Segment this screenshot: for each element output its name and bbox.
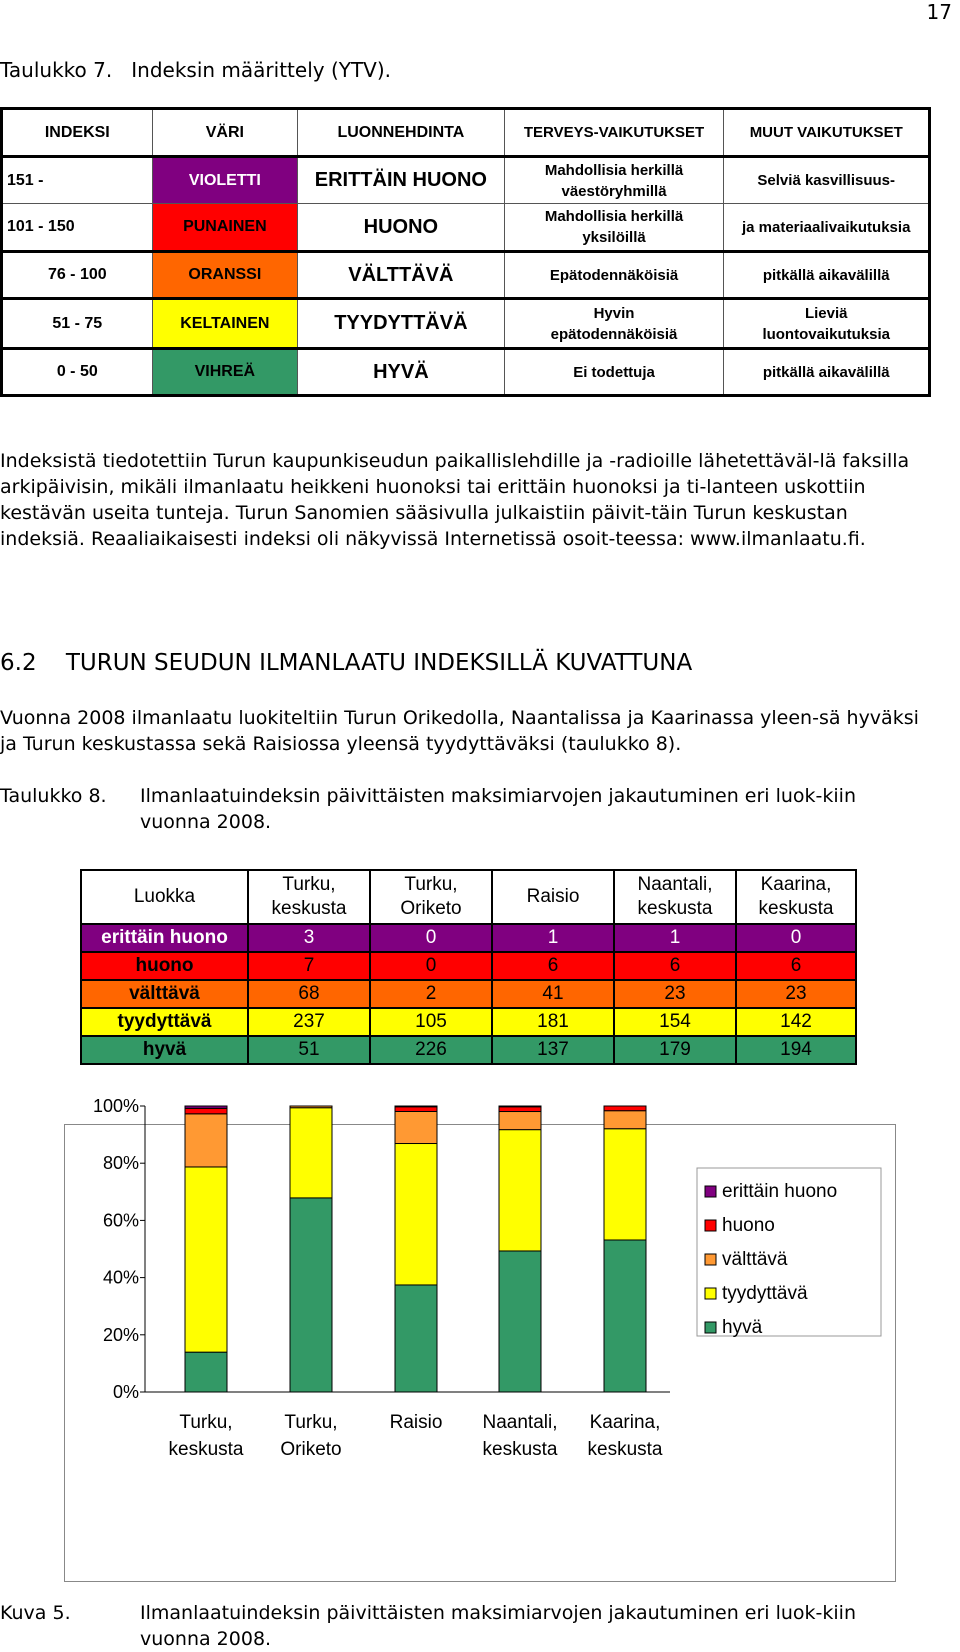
- other-effects: ja materiaalivaikutuksia: [724, 204, 930, 252]
- bar-segment-hyvä: [290, 1198, 332, 1392]
- class-label: välttävä: [81, 980, 248, 1008]
- table-cell: 6: [492, 952, 614, 980]
- legend-label: huono: [722, 1215, 775, 1236]
- legend-swatch: [705, 1254, 716, 1265]
- health-effects: Hyvin epätodennäköisiä: [504, 299, 724, 349]
- column-header-line: keskusta: [758, 898, 834, 919]
- y-tick-label: 40%: [102, 1267, 139, 1288]
- table-cell: 6: [736, 952, 856, 980]
- bar-segment-huono: [395, 1107, 437, 1112]
- table-cell: 154: [614, 1008, 736, 1036]
- color-name: PUNAINEN: [183, 218, 267, 235]
- bar-segment-hyvä: [395, 1285, 437, 1392]
- header-other: MUUT VAIKUTUKSET: [724, 109, 930, 157]
- x-tick-label: keskusta: [482, 1439, 558, 1460]
- legend-swatch: [705, 1288, 716, 1299]
- table-cell: 142: [736, 1008, 856, 1036]
- other-effects: Selviä kasvillisuus-: [724, 157, 930, 204]
- description-cell: VÄLTTÄVÄ: [298, 252, 505, 299]
- bar-segment-erittäin-huono: [185, 1106, 227, 1108]
- column-header-line: Oriketo: [400, 898, 462, 919]
- table-cell: 51: [248, 1036, 370, 1064]
- bar-segment-välttävä: [395, 1111, 437, 1143]
- index-range: 0 - 50: [2, 349, 153, 396]
- table-cell: 6: [614, 952, 736, 980]
- description-cell: HUONO: [298, 204, 505, 252]
- bar-segment-välttävä: [604, 1111, 646, 1129]
- bar-segment-hyvä: [604, 1240, 646, 1392]
- bar-segment-välttävä: [499, 1112, 541, 1130]
- table-cell: 0: [736, 924, 856, 952]
- health-effects: Mahdollisia herkillä väestöryhmillä: [504, 157, 724, 204]
- description-cell: HYVÄ: [298, 349, 505, 396]
- table-cell: 0: [370, 924, 492, 952]
- table-cell: 23: [614, 980, 736, 1008]
- table-cell: 179: [614, 1036, 736, 1064]
- table-cell: 105: [370, 1008, 492, 1036]
- bar-segment-tyydyttävä: [499, 1130, 541, 1251]
- x-tick-label: keskusta: [168, 1439, 244, 1460]
- legend-label: tyydyttävä: [722, 1283, 808, 1304]
- health-effects: Mahdollisia herkillä yksilöillä: [504, 204, 724, 252]
- index-range: 151 -: [2, 157, 153, 204]
- index-range: 101 - 150: [2, 204, 153, 252]
- table8-caption-label: Taulukko 8.: [0, 785, 107, 807]
- y-tick-label: 100%: [92, 1096, 139, 1116]
- figure-caption: [0, 1600, 930, 1652]
- x-tick-label: Oriketo: [280, 1439, 342, 1460]
- paragraph-index-info: Indeksistä tiedotettiin Turun kaupunkiseudun paikallislehdille ja -radioille lähetettäväl-lä faksilla arkipäivisin, mikäli ilmanlaatu heikkeni huonoksi tai erittäin huonoksi ja ti-lanteen uskottiin kestävän useita tunteja. Turun Sanomien sääsivulla julkaistiin päivit-täin Turun keskustan indeksiä. Reaaliaikaisesti indeksi oli näkyvissä Internetissä osoit-teessa: www.ilmanlaatu.fi.: [0, 450, 910, 550]
- table-cell: 3: [248, 924, 370, 952]
- health-effects: Ei todettuja: [504, 349, 724, 396]
- class-label: tyydyttävä: [81, 1008, 248, 1036]
- bar-segment-välttävä: [185, 1114, 227, 1167]
- table-cell: 23: [736, 980, 856, 1008]
- bar-segment-tyydyttävä: [185, 1167, 227, 1352]
- description-cell: ERITTÄIN HUONO: [298, 157, 505, 204]
- other-effects: pitkällä aikavälillä: [724, 349, 930, 396]
- y-tick-label: 60%: [102, 1210, 139, 1231]
- table-cell: 194: [736, 1036, 856, 1064]
- column-header-line: keskusta: [271, 898, 347, 919]
- header-health: TERVEYS-VAIKUTUKSET: [504, 109, 724, 157]
- health-effects: Epätodennäköisiä: [504, 252, 724, 299]
- bar-segment-hyvä: [499, 1251, 541, 1392]
- bar-segment-huono: [604, 1106, 646, 1111]
- class-label: huono: [81, 952, 248, 980]
- table-cell: 68: [248, 980, 370, 1008]
- header-color: VÄRI: [152, 109, 298, 157]
- table8-caption-text: Ilmanlaatuindeksin päivittäisten maksimiarvojen jakautuminen eri luok-kiin vuonna 2008.: [140, 785, 856, 833]
- section-title: TURUN SEUDUN ILMANLAATU INDEKSILLÄ KUVATTUNA: [65, 650, 693, 676]
- y-tick-label: 0%: [112, 1382, 139, 1402]
- corner-header: Luokka: [81, 870, 248, 924]
- bar-segment-erittäin-huono: [499, 1106, 541, 1107]
- color-name: ORANSSI: [188, 266, 262, 283]
- other-effects: Lieviä luontovaikutuksia: [724, 299, 930, 349]
- x-tick-label: Raisio: [389, 1412, 443, 1433]
- bar-segment-hyvä: [185, 1352, 227, 1392]
- column-header-line: Turku,: [404, 874, 458, 895]
- bar-segment-välttävä: [290, 1106, 332, 1108]
- legend-swatch: [705, 1322, 716, 1333]
- bar-segment-tyydyttävä: [395, 1144, 437, 1285]
- page-number: 17: [926, 0, 952, 24]
- class-label: erittäin huono: [81, 924, 248, 952]
- x-tick-label: keskusta: [587, 1439, 663, 1460]
- x-tick-label: Turku,: [284, 1412, 338, 1433]
- bar-segment-tyydyttävä: [290, 1108, 332, 1198]
- y-tick-label: 20%: [102, 1324, 139, 1345]
- header-description: LUONNEHDINTA: [298, 109, 505, 157]
- color-name: VIHREÄ: [194, 363, 256, 380]
- figure-caption-label: Kuva 5.: [0, 1602, 71, 1624]
- index-range: 76 - 100: [2, 252, 153, 299]
- color-name: KELTAINEN: [180, 314, 270, 332]
- section-number: 6.2: [0, 650, 37, 676]
- color-name: VIOLETTI: [188, 171, 261, 189]
- bar-segment-tyydyttävä: [604, 1129, 646, 1240]
- bar-segment-erittäin-huono: [395, 1106, 437, 1107]
- figure-caption-text: Ilmanlaatuindeksin päivittäisten maksimiarvojen jakautuminen eri luok-kiin vuonna 2008.: [140, 1602, 856, 1650]
- table-cell: 1: [614, 924, 736, 952]
- paragraph-summary: Vuonna 2008 ilmanlaatu luokiteltiin Turun Orikedolla, Naantalissa ja Kaarinassa yleen-sä hyväksi ja Turun keskustassa sekä Raisiossa yleensä tyydyttäväksi (taulukko 8).: [0, 707, 919, 755]
- legend-swatch: [705, 1186, 716, 1197]
- other-effects: pitkällä aikavälillä: [724, 252, 930, 299]
- class-label: hyvä: [81, 1036, 248, 1064]
- legend-label: hyvä: [722, 1317, 763, 1338]
- table-cell: 226: [370, 1036, 492, 1064]
- bar-segment-huono: [185, 1108, 227, 1113]
- table-cell: 1: [492, 924, 614, 952]
- legend-label: erittäin huono: [722, 1181, 838, 1202]
- table-cell: 7: [248, 952, 370, 980]
- column-header-line: Kaarina,: [760, 874, 832, 895]
- y-tick-label: 80%: [102, 1153, 139, 1174]
- table-cell: 181: [492, 1008, 614, 1036]
- table7-caption: Taulukko 7. Indeksin määrittely (YTV).: [0, 58, 392, 82]
- legend-swatch: [705, 1220, 716, 1231]
- x-tick-label: Naantali,: [482, 1412, 558, 1433]
- column-header-line: keskusta: [637, 898, 713, 919]
- table-cell: 237: [248, 1008, 370, 1036]
- index-range: 51 - 75: [2, 299, 153, 349]
- bar-segment-huono: [499, 1107, 541, 1112]
- column-header: Raisio: [492, 870, 614, 924]
- table-cell: 41: [492, 980, 614, 1008]
- table-cell: 0: [370, 952, 492, 980]
- legend-label: välttävä: [722, 1249, 788, 1270]
- column-header-line: Naantali,: [637, 874, 713, 895]
- description-cell: TYYDYTTÄVÄ: [298, 299, 505, 349]
- x-tick-label: Turku,: [179, 1412, 233, 1433]
- x-tick-label: Kaarina,: [589, 1412, 661, 1433]
- table-cell: 2: [370, 980, 492, 1008]
- column-header-line: Turku,: [282, 874, 336, 895]
- table-cell: 137: [492, 1036, 614, 1064]
- header-index: INDEKSI: [2, 109, 153, 157]
